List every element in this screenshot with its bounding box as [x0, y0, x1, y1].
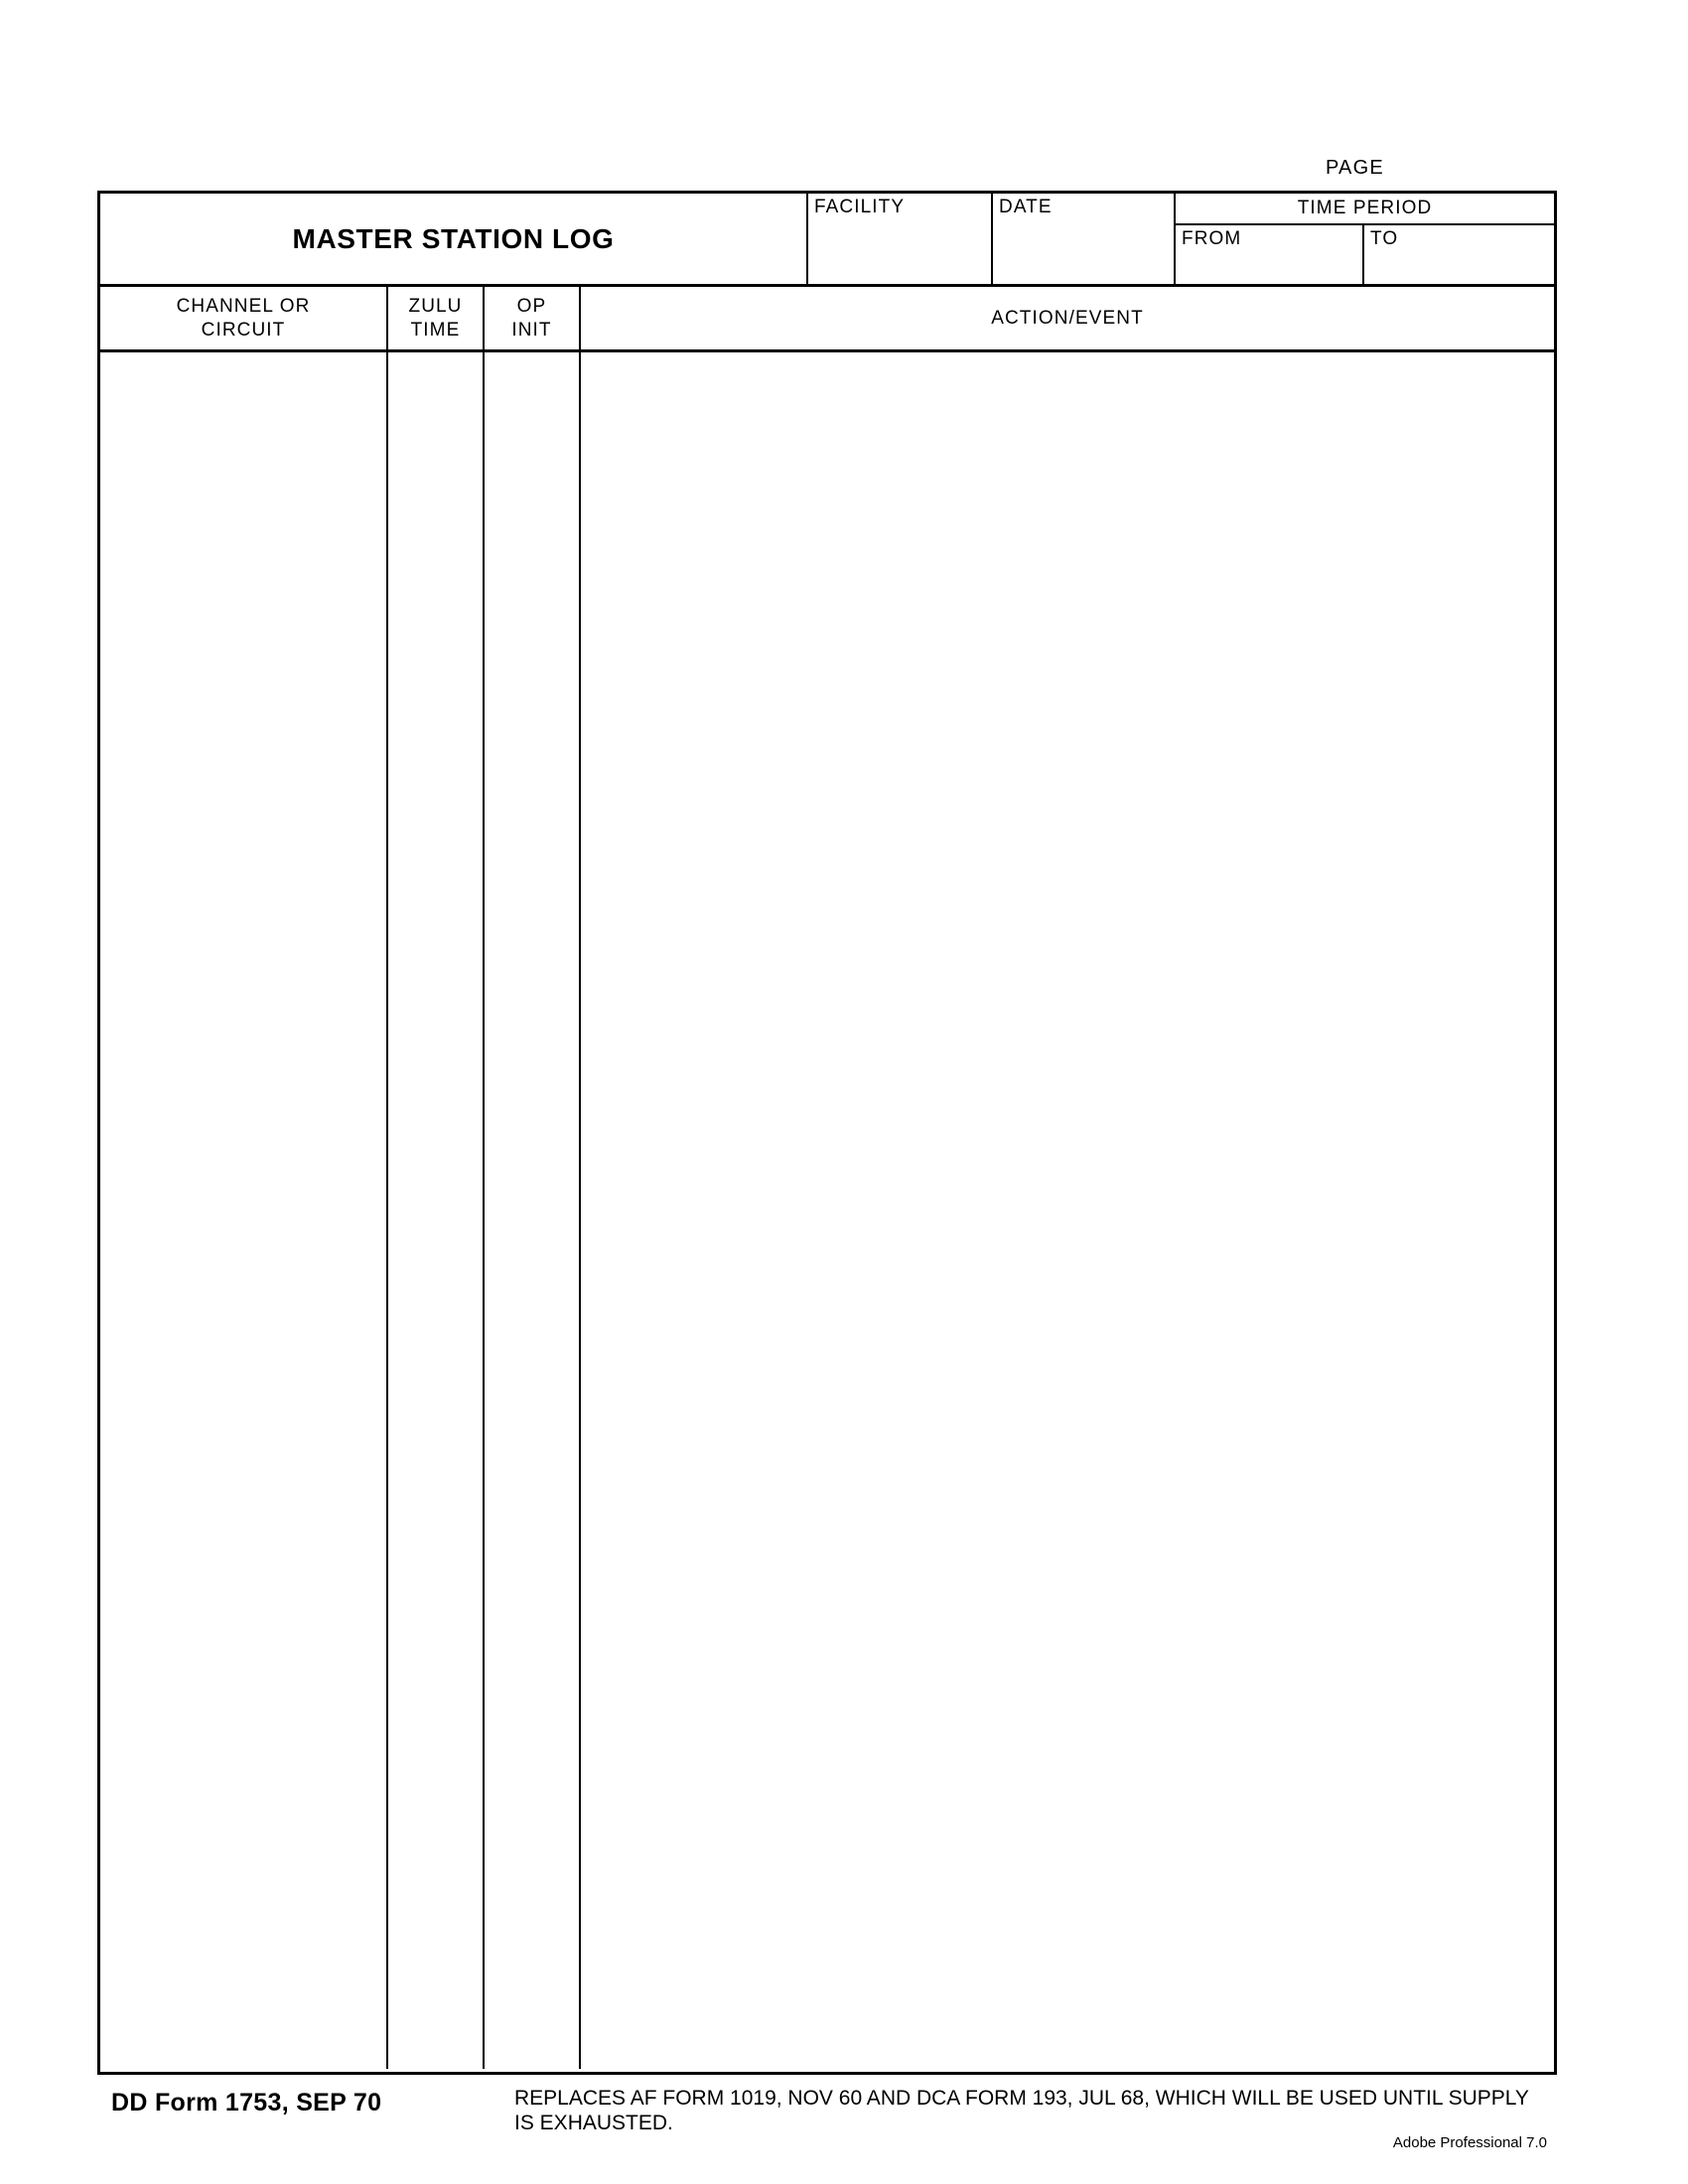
column-header-zulu-time	[388, 287, 485, 349]
column-header-channel-line1: CHANNEL OR	[176, 295, 311, 317]
column-divider-1	[386, 352, 388, 2069]
time-from-field[interactable]	[1176, 225, 1364, 284]
time-period-body	[1176, 225, 1554, 284]
column-header-action-event	[581, 287, 1554, 349]
column-header-channel-line2: CIRCUIT	[201, 319, 286, 341]
header-band	[100, 194, 1554, 287]
column-header-zulu-line2: TIME	[410, 319, 461, 341]
master-station-log-form	[97, 191, 1557, 2075]
time-period-label: TIME PERIOD	[1176, 194, 1554, 225]
log-entries-area[interactable]	[100, 352, 1554, 2069]
column-header-action-event-label: ACTION/EVENT	[991, 307, 1144, 329]
column-header-op-line1: OP	[516, 295, 547, 317]
time-to-field[interactable]	[1364, 225, 1554, 284]
page-label: PAGE	[1326, 157, 1384, 179]
column-header-zulu-line1: ZULU	[408, 295, 463, 317]
replaces-note: REPLACES AF FORM 1019, NOV 60 AND DCA FORM 193, JUL 68, WHICH WILL BE USED UNTIL SUPPLY IS EXHAUSTED.	[514, 2087, 1529, 2134]
facility-field[interactable]	[808, 194, 993, 284]
form-title-cell	[100, 194, 808, 284]
column-header-channel-or-circuit	[100, 287, 388, 349]
column-header-op-init	[485, 287, 581, 349]
time-from-label: FROM	[1182, 228, 1242, 249]
form-title: MASTER STATION LOG	[292, 222, 615, 254]
column-divider-2	[483, 352, 485, 2069]
column-divider-3	[579, 352, 581, 2069]
producer-note: Adobe Professional 7.0	[1392, 2134, 1547, 2151]
facility-label: FACILITY	[814, 197, 906, 217]
time-period-group	[1176, 194, 1554, 284]
date-label: DATE	[999, 197, 1053, 217]
time-to-label: TO	[1370, 228, 1399, 249]
column-header-op-line2: INIT	[511, 319, 552, 341]
form-identifier: DD Form 1753, SEP 70	[111, 2089, 382, 2116]
date-field[interactable]	[993, 194, 1176, 284]
footer	[97, 2083, 1557, 2162]
column-header-band	[100, 287, 1554, 352]
